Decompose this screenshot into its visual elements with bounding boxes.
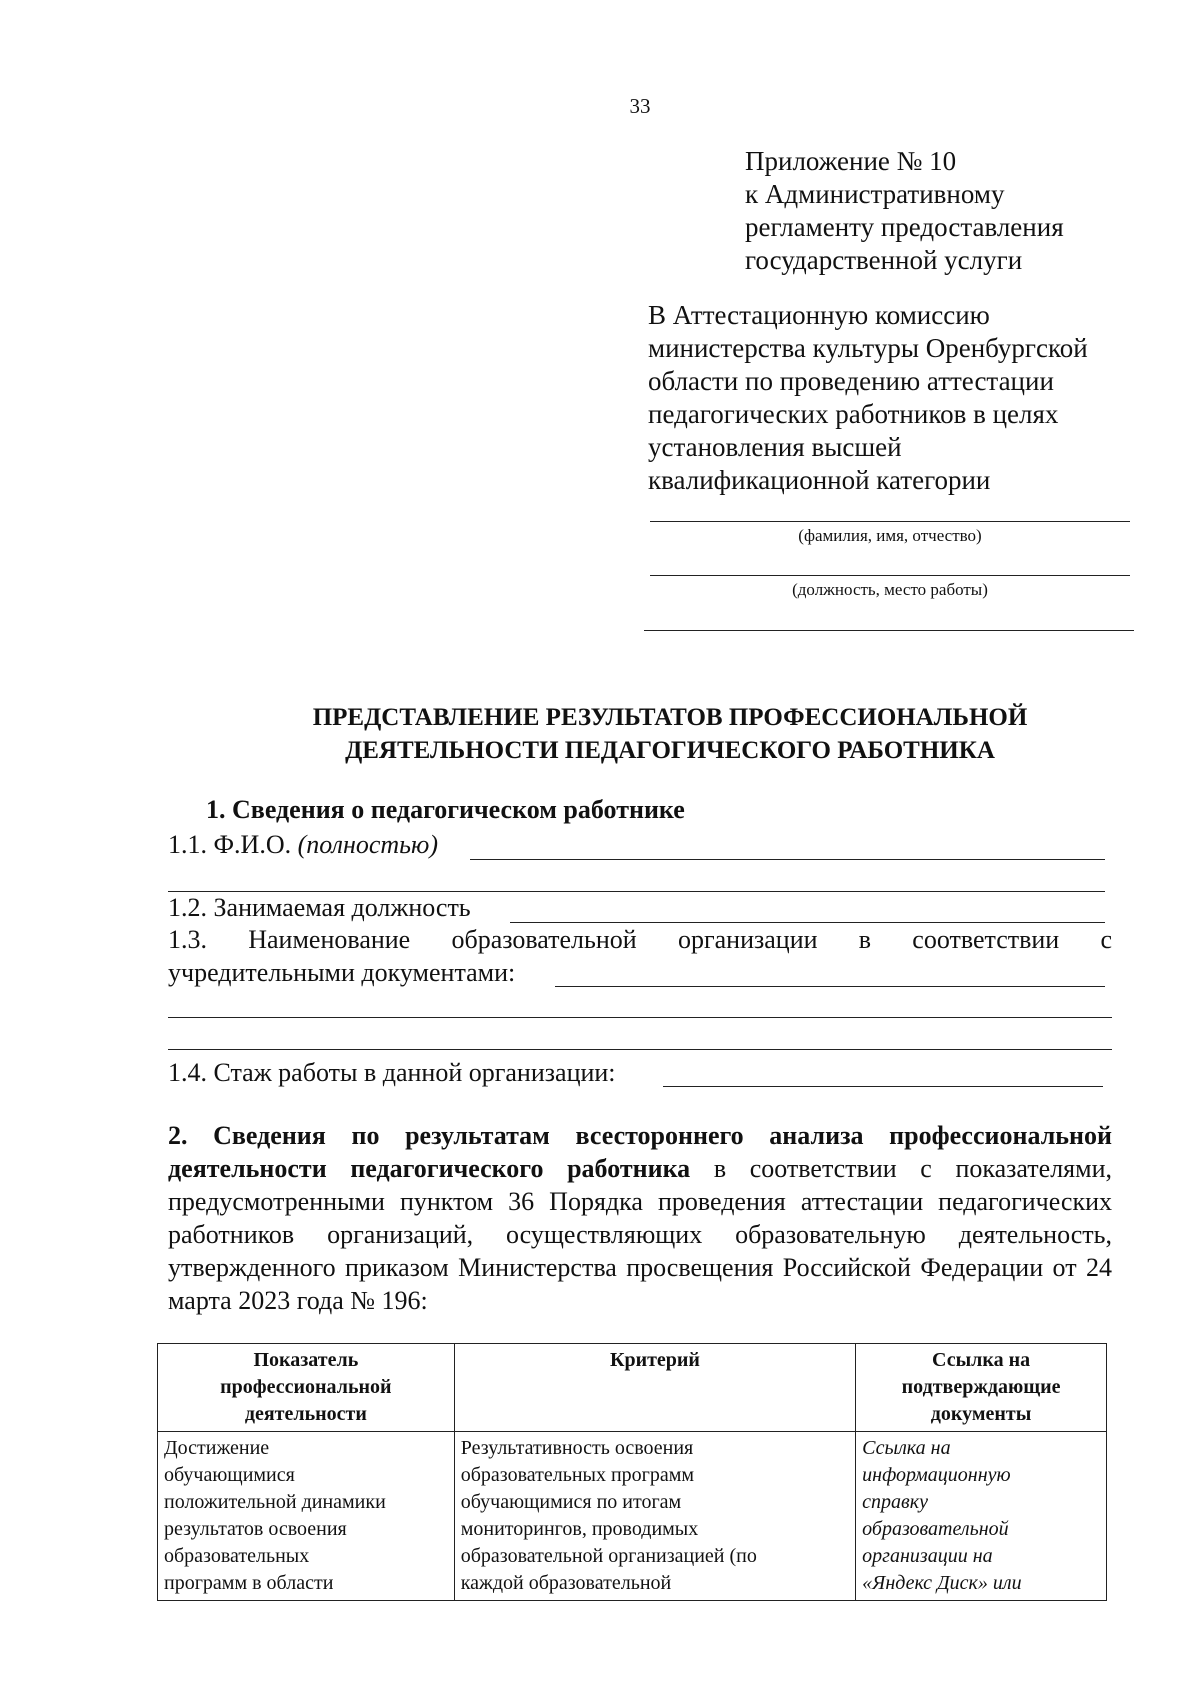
applicant-name-field[interactable] <box>650 521 1130 522</box>
experience-input-line[interactable] <box>663 1086 1103 1087</box>
criteria-table <box>157 1343 1107 1601</box>
appendix-line: регламенту предоставления <box>745 212 1064 242</box>
addressee-line: министерства культуры Оренбургской <box>648 333 1088 363</box>
title-line: ПРЕДСТАВЛЕНИЕ РЕЗУЛЬТАТОВ ПРОФЕССИОНАЛЬНОЙ <box>312 704 1028 731</box>
fio-row <box>168 830 438 860</box>
addressee-line: педагогических работников в целях <box>648 399 1059 429</box>
experience-label: 1.4. Стаж работы в данной организации: <box>168 1058 616 1087</box>
table-row <box>158 1432 1107 1601</box>
title-line: ДЕЯТЕЛЬНОСТИ ПЕДАГОГИЧЕСКОГО РАБОТНИКА <box>345 737 995 764</box>
table-header-row <box>158 1344 1107 1432</box>
appendix-line: государственной услуги <box>745 245 1023 275</box>
fio-hint: (полностью) <box>297 830 438 859</box>
applicant-position-field[interactable] <box>650 575 1130 576</box>
position-input-line[interactable] <box>510 922 1105 923</box>
document-title <box>150 701 1190 767</box>
addressee-block <box>648 299 1088 497</box>
org-input-line-2[interactable] <box>168 1017 1112 1018</box>
section2-heading: 2. Сведения по результатам всестороннего анализа профессиональной деятельности педагогического работника <box>168 1121 1112 1183</box>
fio-input-line-2[interactable] <box>168 891 1105 892</box>
cell-indicator: Достижение обучающимися положительной динамики результатов освоения образовательных программ в области <box>158 1432 455 1601</box>
appendix-reference <box>745 145 1064 277</box>
addressee-line: области по проведению аттестации <box>648 366 1054 396</box>
org-label-line1: 1.3. Наименование образовательной организации в соответствии с <box>168 925 1112 954</box>
org-input-line-3[interactable] <box>168 1049 1112 1050</box>
cell-link: Ссылка на информационную справку образовательной организации на «Яндекс Диск» или <box>856 1432 1107 1601</box>
page-number: 33 <box>629 94 651 118</box>
header-indicator: Показатель профессиональной деятельности <box>158 1344 455 1432</box>
section2-paragraph <box>168 1119 1112 1317</box>
fio-label: 1.1. Ф.И.О. <box>168 830 292 859</box>
applicant-name-caption: (фамилия, имя, отчество) <box>798 526 982 545</box>
position-label: 1.2. Занимаемая должность <box>168 893 471 922</box>
addressee-line: квалификационной категории <box>648 465 991 495</box>
org-label-line2: учредительными документами: <box>168 958 516 987</box>
org-input-line[interactable] <box>555 986 1105 987</box>
section2-text: в соответствии с показателями, предусмотренными пунктом 36 Порядка проведения аттестации педагогических работников организаций, осуществляющих образовательную деятельность, утвержденного приказом Министерства просвещения Российской Федерации от 24 марта 2023 года № 196: <box>168 1154 1112 1315</box>
applicant-extra-field[interactable] <box>644 630 1134 631</box>
cell-criterion: Результативность освоения образовательных программ обучающимися по итогам мониторингов, проводимых образовательной организацией (по каждой образовательной <box>454 1432 855 1601</box>
header-criterion: Критерий <box>454 1344 855 1432</box>
header-link: Ссылка на подтверждающие документы <box>856 1344 1107 1432</box>
section1-heading: 1. Сведения о педагогическом работнике <box>206 795 685 824</box>
addressee-line: В Аттестационную комиссию <box>648 300 990 330</box>
appendix-line: Приложение № 10 <box>745 146 957 176</box>
fio-input-line[interactable] <box>470 859 1105 860</box>
addressee-line: установления высшей <box>648 432 902 462</box>
appendix-line: к Административному <box>745 179 1005 209</box>
applicant-position-caption: (должность, место работы) <box>792 580 988 599</box>
